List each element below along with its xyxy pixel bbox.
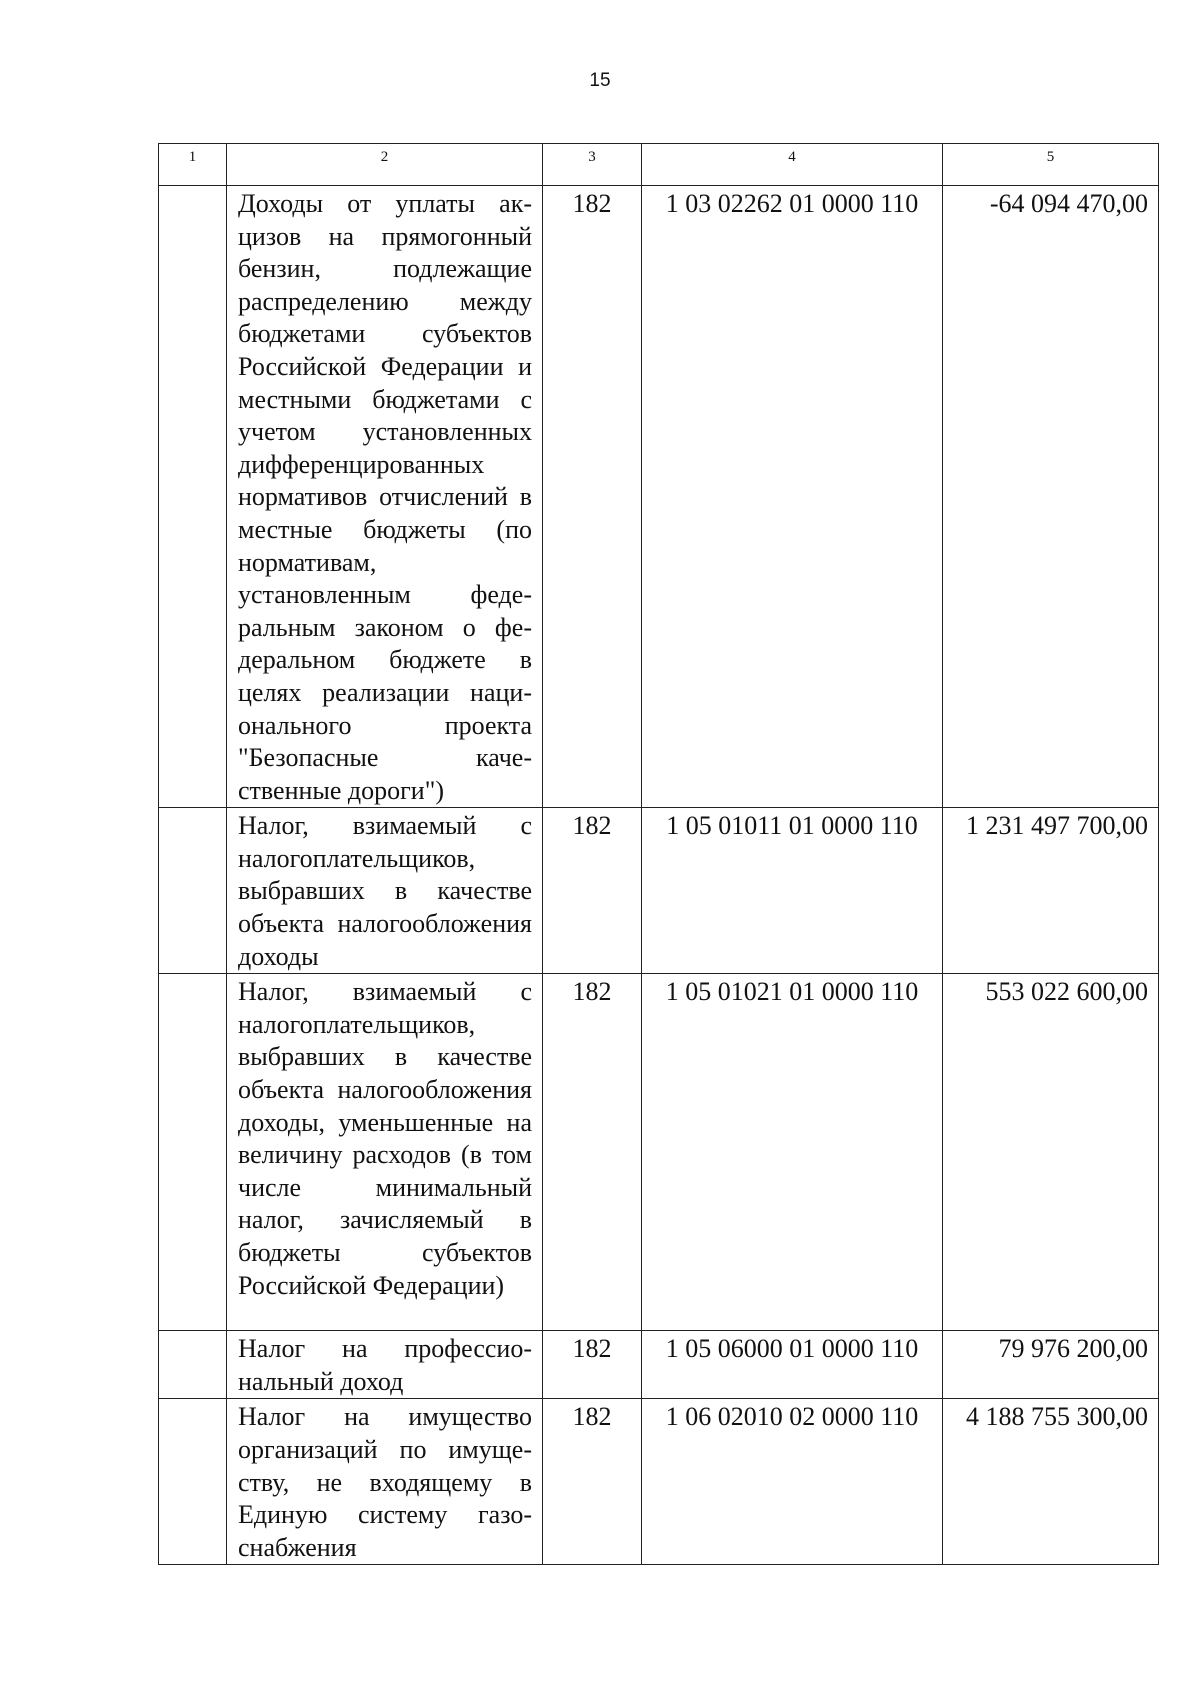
page-number: 15 (589, 70, 611, 91)
budget-classification-code-cell: 1 03 02262 01 0000 110 (642, 186, 943, 808)
administrator-code-cell: 182 (543, 1331, 642, 1399)
revenue-name-cell: Налог, взимаемый с налогоплательщиков, выбравших в качестве объекта налогообложения доходы, уменьшенные на величину расходов (в том числе минимальный налог, зачисляемый в бюджеты субъектов Российской Федерации) (227, 974, 543, 1331)
amount-cell: 79 976 200,00 (943, 1331, 1159, 1399)
table-row (159, 808, 1159, 974)
revenue-table (158, 143, 1159, 1565)
amount-cell: 4 188 755 300,00 (943, 1399, 1159, 1565)
amount-cell: 553 022 600,00 (943, 974, 1159, 1331)
column-number: 4 (642, 144, 943, 186)
administrator-code-cell: 182 (543, 808, 642, 974)
column-number: 1 (159, 144, 227, 186)
budget-classification-code-cell: 1 05 06000 01 0000 110 (642, 1331, 943, 1399)
column-number: 3 (543, 144, 642, 186)
amount-cell: 1 231 497 700,00 (943, 808, 1159, 974)
row-number-cell (159, 808, 227, 974)
administrator-code-cell: 182 (543, 186, 642, 808)
budget-classification-code-cell: 1 05 01021 01 0000 110 (642, 974, 943, 1331)
administrator-code-cell: 182 (543, 974, 642, 1331)
row-number-cell (159, 974, 227, 1331)
budget-classification-code-cell: 1 06 02010 02 0000 110 (642, 1399, 943, 1565)
column-number-row (159, 144, 1159, 186)
row-number-cell (159, 1399, 227, 1565)
revenue-name-cell: Налог на профессиональный доход (227, 1331, 543, 1399)
budget-classification-code-cell: 1 05 01011 01 0000 110 (642, 808, 943, 974)
administrator-code-cell: 182 (543, 1399, 642, 1565)
row-number-cell (159, 1331, 227, 1399)
column-number: 2 (227, 144, 543, 186)
table-row (159, 1331, 1159, 1399)
column-number: 5 (943, 144, 1159, 186)
revenue-name-cell: Налог, взимаемый с налогоплательщиков, выбравших в качестве объекта налогообложения доходы (227, 808, 543, 974)
revenue-name-cell: Налог на имущество организаций по имуществу, не входящему в Единую систему газоснабжения (227, 1399, 543, 1565)
table-row (159, 974, 1159, 1331)
row-number-cell (159, 186, 227, 808)
table-row (159, 1399, 1159, 1565)
amount-cell: -64 094 470,00 (943, 186, 1159, 808)
table-row (159, 186, 1159, 808)
revenue-name-cell: Доходы от уплаты акцизов на прямогонный бензин, подлежащие распределению между бюджетами субъектов Российской Федерации и местными бюджетами с учетом установленных дифференцированных нормативов отчислений в местные бюджеты (по нормативам, установленным федеральным законом о федеральном бюджете в целях реализации национального проекта "Безопасные качественные дороги") (227, 186, 543, 808)
